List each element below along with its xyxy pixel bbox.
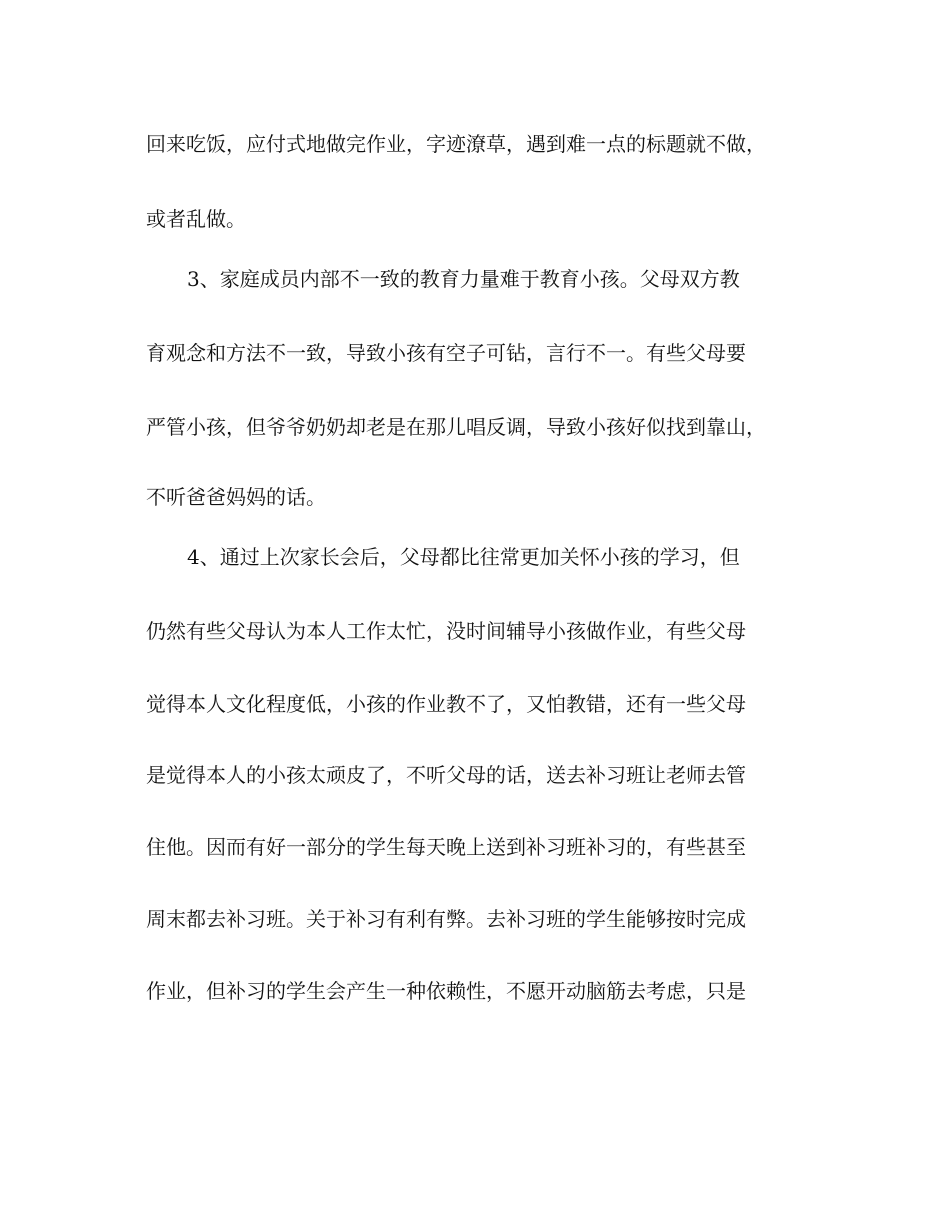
paragraph-line: 回来吃饭，应付式地做完作业，字迹潦草，遇到难一点的标题就不做， (146, 132, 766, 156)
paragraph-line: 育观念和方法不一致，导致小孩有空子可钻，言行不一。有些父母要 (146, 341, 746, 365)
paragraph-line: 住他。因而有好一部分的学生每天晚上送到补习班补习的，有些甚至 (146, 835, 746, 859)
paragraph-line: 仍然有些父母认为本人工作太忙，没时间辅导小孩做作业，有些父母 (146, 619, 746, 643)
paragraph-4-first-line: 4、通过上次家长会后，父母都比往常更加关怀小孩的学习，但 (187, 545, 740, 569)
paragraph-3-first-line: 3、家庭成员内部不一致的教育力量难于教育小孩。父母双方教 (187, 267, 740, 291)
paragraph-line: 周末都去补习班。关于补习有利有弊。去补习班的学生能够按时完成 (146, 907, 746, 931)
paragraph-line: 不听爸爸妈妈的话。 (146, 485, 326, 509)
paragraph-line: 是觉得本人的小孩太顽皮了，不听父母的话，送去补习班让老师去管 (146, 763, 746, 787)
paragraph-line: 觉得本人文化程度低，小孩的作业教不了，又怕教错，还有一些父母 (146, 692, 746, 716)
paragraph-line: 或者乱做。 (146, 207, 246, 231)
paragraph-line: 作业，但补习的学生会产生一种依赖性，不愿开动脑筋去考虑，只是 (146, 979, 746, 1003)
paragraph-line: 严管小孩，但爷爷奶奶却老是在那儿唱反调，导致小孩好似找到靠山， (146, 415, 766, 439)
